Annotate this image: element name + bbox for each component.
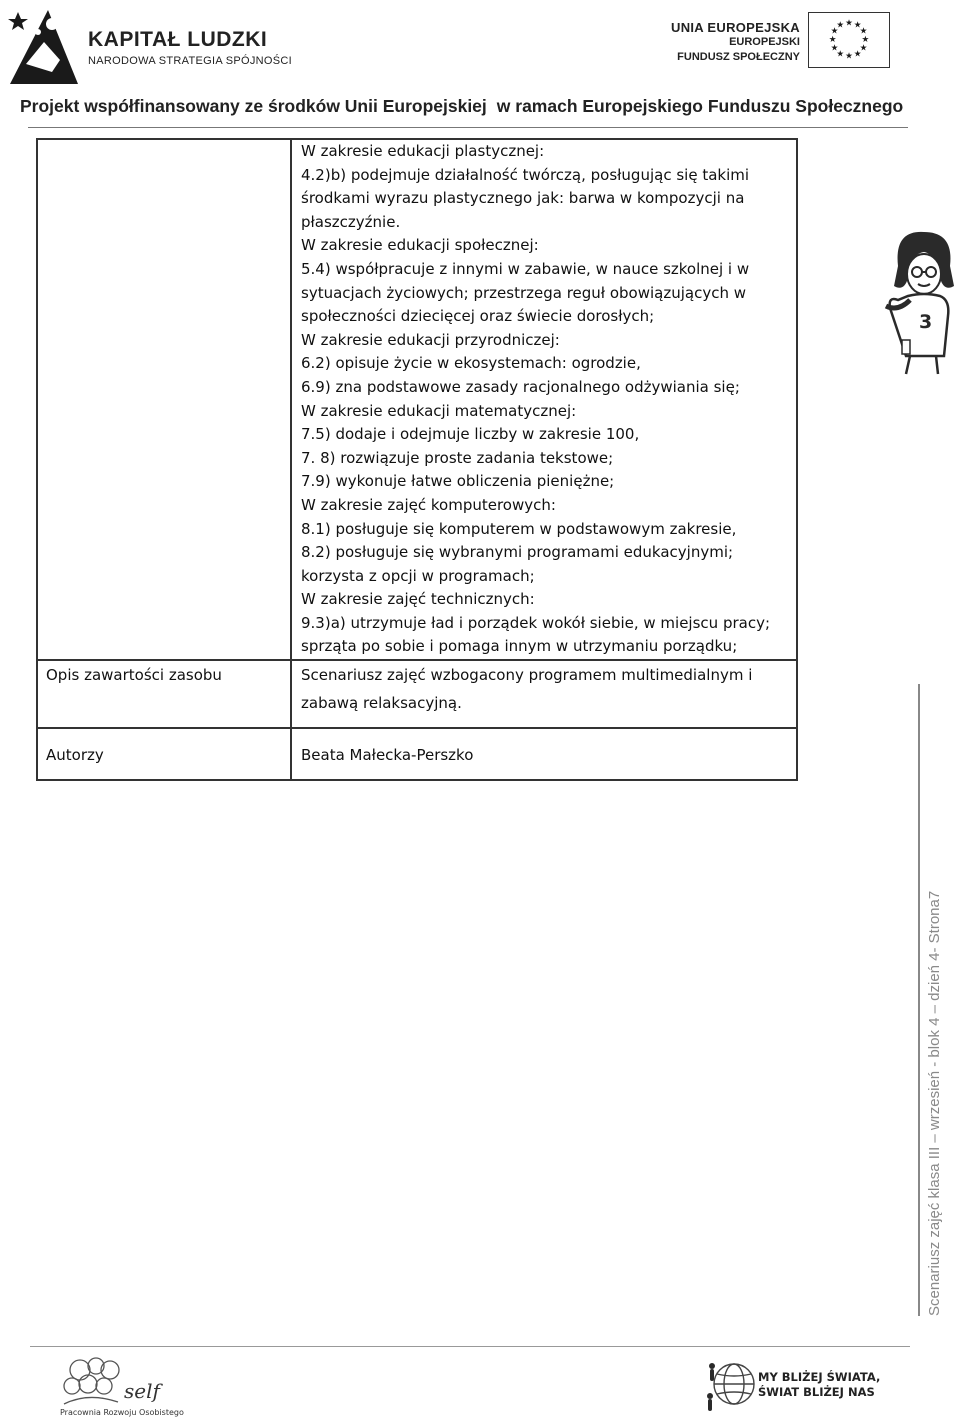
svg-text:★: ★ — [859, 43, 868, 54]
svg-text:self: self — [124, 1379, 160, 1403]
text-line: W zakresie edukacji przyrodniczej: — [301, 330, 560, 349]
text-line: W zakresie edukacji społecznej: — [301, 236, 539, 255]
text-line: 8.2) posługuje się wybranymi programami edukacyjnymi; — [301, 543, 734, 562]
text-line: W zakresie zajęć komputerowych: — [301, 495, 556, 514]
kapital-ludzki-logo-icon — [8, 2, 80, 86]
text-line: społeczności dziecięcej oraz świecie dorosłych; — [301, 307, 655, 326]
svg-text:★: ★ — [861, 34, 870, 45]
table-row — [37, 660, 797, 728]
svg-text:★: ★ — [830, 43, 839, 54]
text-line: W zakresie zajęć technicznych: — [301, 590, 535, 609]
svg-text:★: ★ — [830, 26, 839, 37]
slogan-line-2: ŚWIAT BLIŻEJ NAS — [758, 1385, 875, 1399]
description-text — [292, 661, 796, 717]
funding-statement — [20, 96, 903, 117]
row-label-cell — [37, 660, 291, 728]
header-divider — [28, 127, 908, 128]
text-line: 7. 8) rozwiązuje proste zadania tekstowe; — [301, 448, 614, 467]
eu-line-3: FUNDUSZ SPOŁECZNY — [677, 51, 800, 63]
text-line: 4.2)b) podejmuje działalność twórczą, posługując się takimi — [301, 165, 750, 184]
side-divider — [918, 684, 920, 1316]
text-line: korzysta z opcji w programach; — [301, 566, 535, 585]
eu-line-2: EUROPEJSKI — [729, 36, 800, 48]
resource-table — [36, 138, 798, 781]
funding-part-2: w ramach Europejskiego Funduszu Społecznego — [496, 96, 904, 116]
row-label-cell — [37, 728, 291, 780]
table-row — [37, 728, 797, 780]
svg-text:★: ★ — [853, 20, 862, 31]
text-line: 8.1) posługuje się komputerem w podstawowym zakresie, — [301, 519, 737, 538]
text-line: sprząta po sobie i pomaga innym w utrzymaniu porządku; — [301, 637, 738, 656]
eu-flag-icon — [808, 12, 890, 68]
text-line: sytuacjach życiowych; przestrzega reguł obowiązujących w — [301, 283, 746, 302]
text-line: płaszczyźnie. — [301, 212, 401, 231]
table-row — [37, 139, 797, 660]
eu-label — [671, 20, 800, 65]
text-line: Scenariusz zajęć wzbogacony programem multimedialnym i — [301, 666, 753, 685]
row-label-authors: Autorzy — [46, 746, 104, 765]
svg-text:★: ★ — [859, 26, 868, 37]
text-line: W zakresie edukacji matematycznej: — [301, 401, 577, 420]
badge-number: 3 — [919, 311, 933, 333]
text-line: 7.9) wykonuje łatwe obliczenia pieniężne; — [301, 472, 615, 491]
text-line: 6.9) zna podstawowe zasady racjonalnego odżywiania się; — [301, 377, 740, 396]
curriculum-cell — [291, 139, 797, 660]
author-name: Beata Małecka-Perszko — [301, 746, 474, 765]
authors-cell — [291, 728, 797, 780]
svg-text:★: ★ — [845, 51, 853, 62]
svg-text:★: ★ — [853, 49, 862, 60]
row-label-description: Opis zawartości zasobu — [46, 666, 222, 685]
eu-line-1: UNIA EUROPEJSKA — [671, 20, 800, 35]
text-line: W zakresie edukacji plastycznej: — [301, 142, 545, 160]
text-line: 7.5) dodaje i odejmuje liczby w zakresie 100, — [301, 425, 640, 444]
text-line: 9.3)a) utrzymuje ład i porządek wokół siebie, w miejscu pracy; — [301, 613, 770, 632]
row-label-cell — [37, 139, 291, 660]
slogan-line-1: MY BLIŻEJ ŚWIATA, — [758, 1370, 881, 1384]
svg-text:★: ★ — [836, 20, 845, 31]
self-caption: Pracownia Rozwoju Osobistego — [60, 1408, 184, 1417]
svg-text:★: ★ — [836, 49, 845, 60]
mascot-girl-icon — [884, 226, 960, 384]
curriculum-text — [292, 140, 796, 659]
text-line: środkami wyrazu plastycznego jak: barwa w kompozycji na — [301, 189, 745, 208]
footer-divider — [30, 1346, 910, 1347]
self-logo-icon — [58, 1356, 168, 1416]
text-line: 5.4) współpracuje z innymi w zabawie, w nauce szkolnej i w — [301, 259, 750, 278]
svg-text:★: ★ — [828, 34, 837, 45]
svg-text:★: ★ — [845, 18, 853, 29]
text-line: zabawą relaksacyjną. — [301, 694, 462, 713]
text-line: 6.2) opisuje życie w ekosystemach: ogrodzie, — [301, 354, 641, 373]
logo-subtitle: NARODOWA STRATEGIA SPÓJNOŚCI — [88, 55, 292, 67]
slogan — [758, 1370, 880, 1400]
row-label — [46, 140, 290, 152]
description-cell — [291, 660, 797, 728]
globe-icon — [704, 1352, 756, 1416]
logo-title: KAPITAŁ LUDZKI — [88, 28, 268, 51]
funding-part-1: Projekt współfinansowany ze środków Unii Europejskiej — [20, 96, 487, 116]
page-footer-vertical-text: Scenariusz zajęć klasa III – wrzesień - blok 4 – dzień 4- Strona7 — [926, 890, 943, 1316]
